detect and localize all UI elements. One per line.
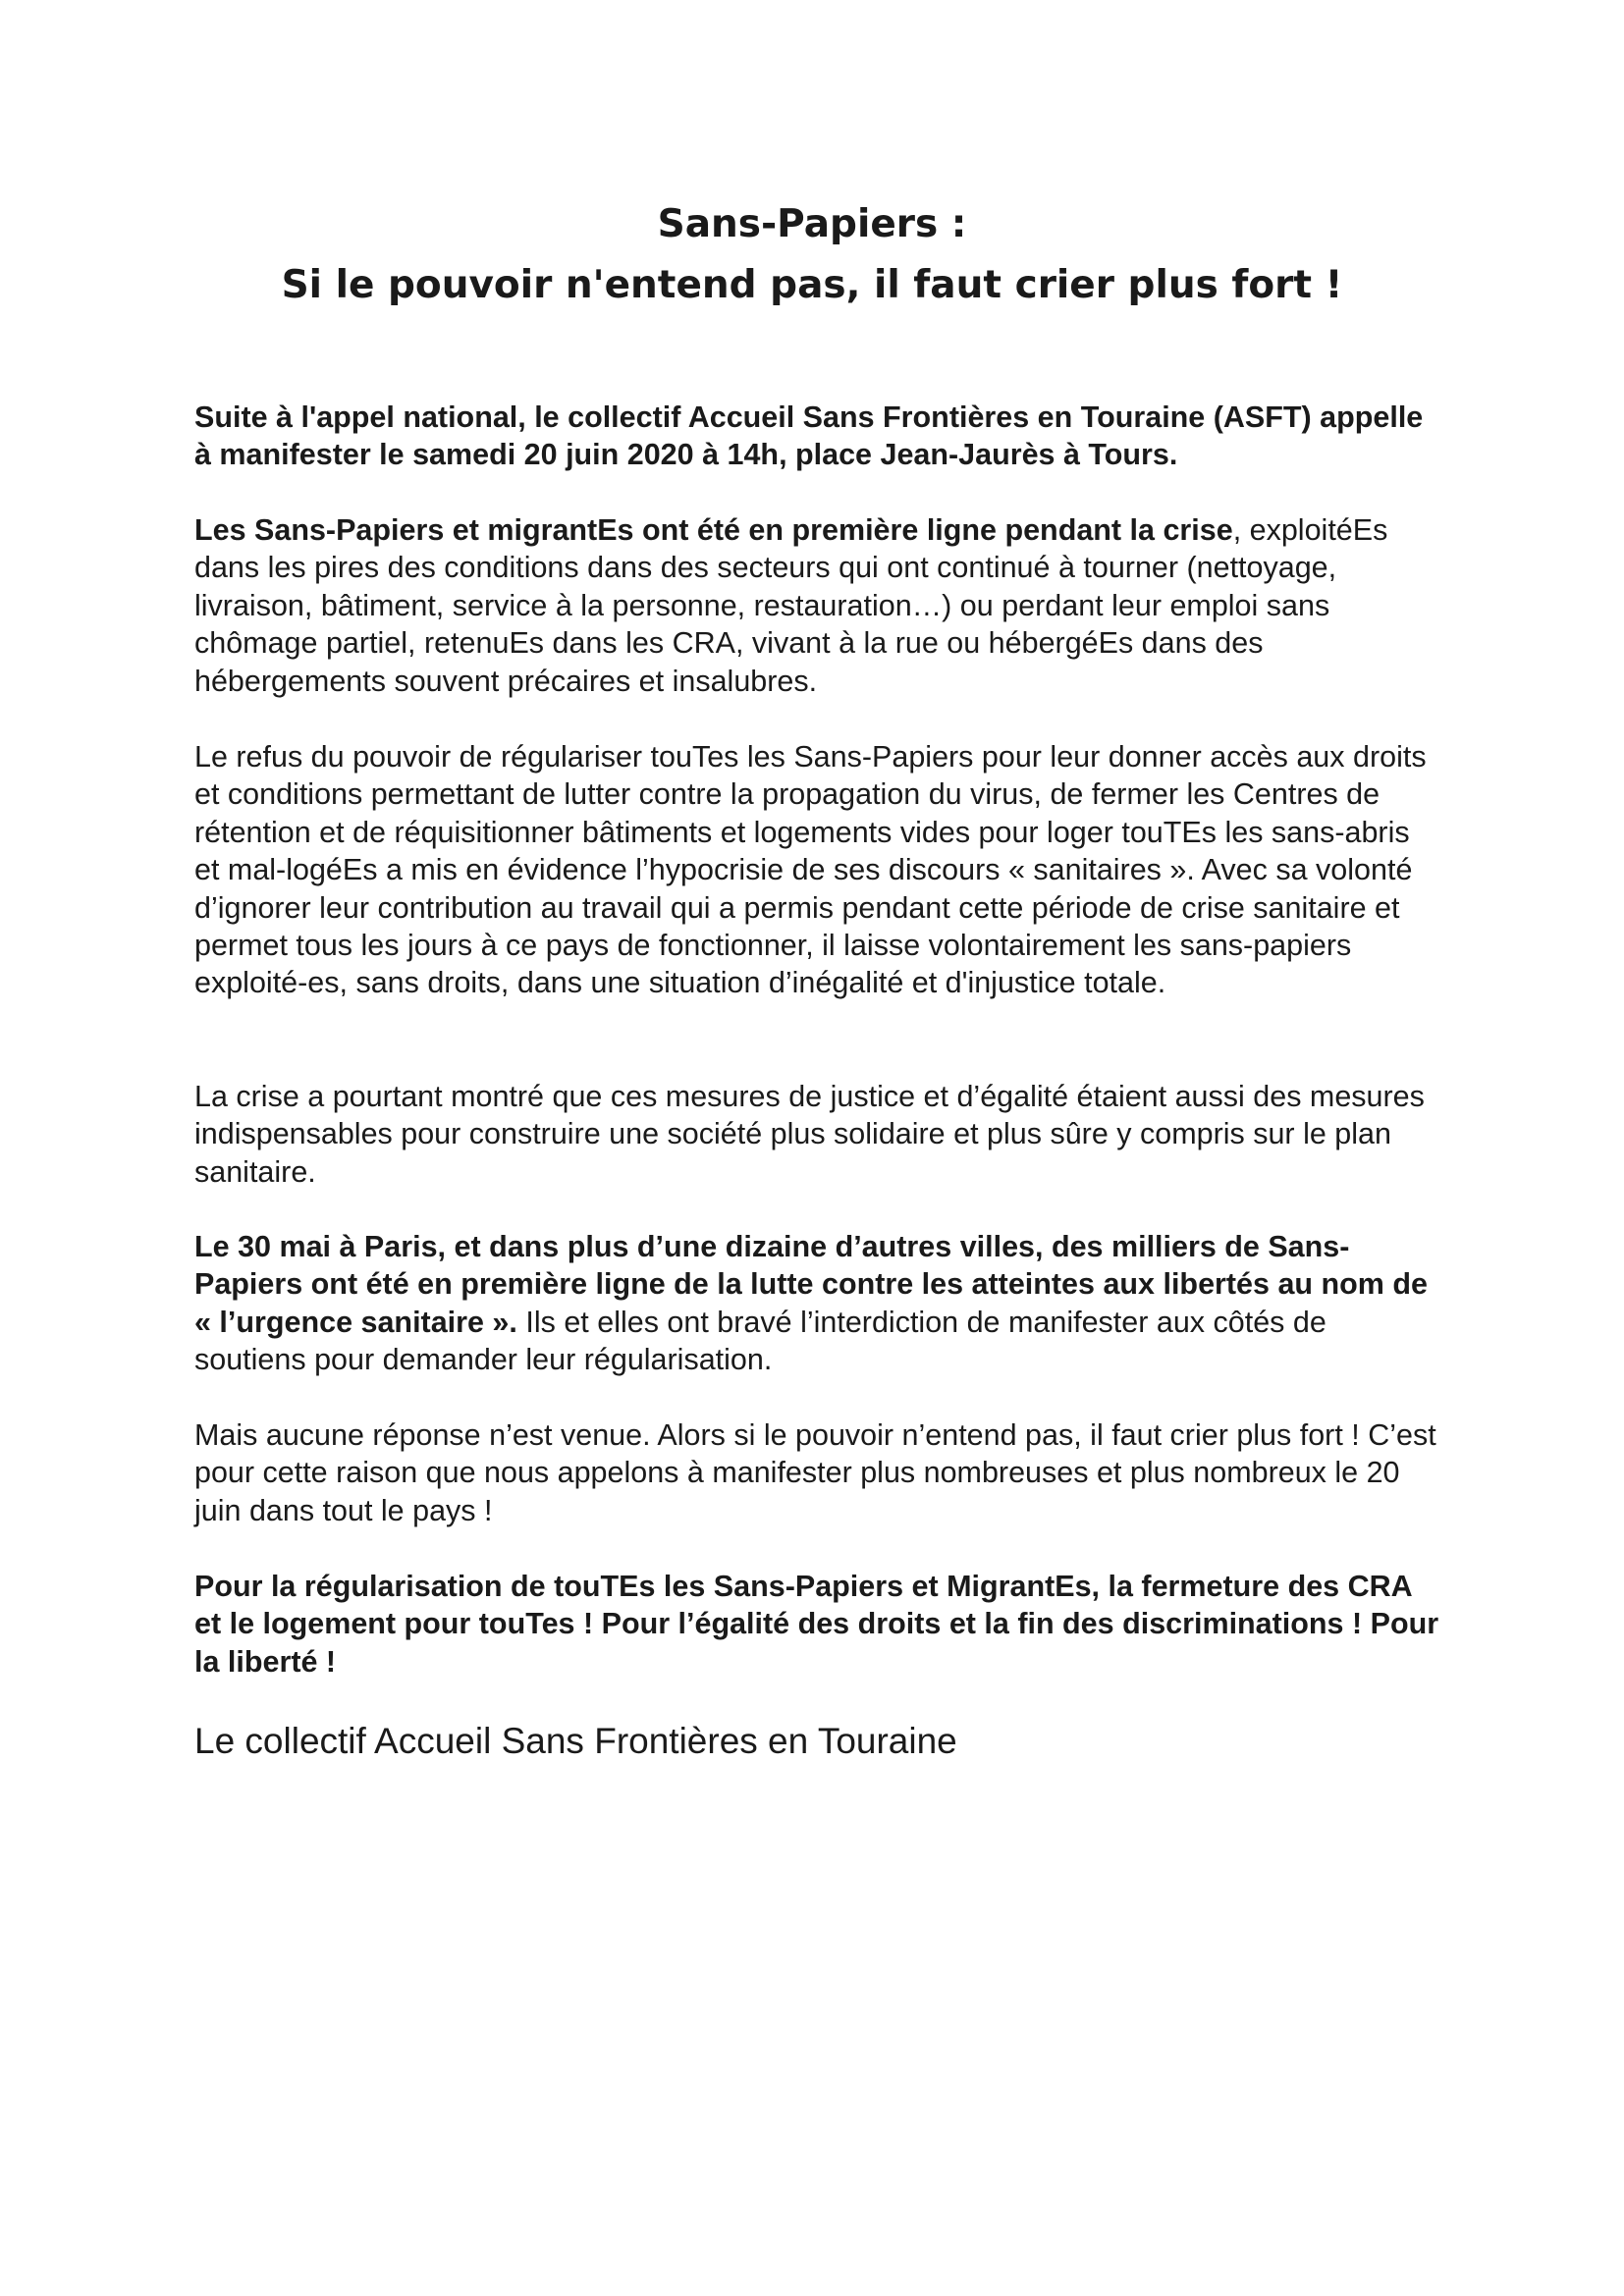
title-line-2: Si le pouvoir n'entend pas, il faut crier plus fort ! — [281, 263, 1343, 307]
signature: Le collectif Accueil Sans Frontières en Touraine — [194, 1721, 957, 1761]
paragraph-may-30-bold: Le 30 mai à Paris, et dans plus d’une dizaine d’autres villes, des milliers de Sans-Papiers ont été en première ligne de la lutte contre les atteintes aux libertés au nom de « l’urgence sanitaire ». — [194, 1230, 1428, 1339]
paragraph-front-line-rest: , exploitéEs dans les pires des conditions dans des secteurs qui ont continué à tourner (nettoyage, livraison, bâtiment, service à la personne, restauration…) ou perdant leur emploi sans chômage partiel, retenuEs dans les CRA, vivant à la rue ou hébergéEs dans des hébergements souvent précaires et insalubres. — [194, 513, 1388, 698]
paragraph-crisis: La crise a pourtant montré que ces mesures de justice et d’égalité étaient aussi des mesures indispensables pour construire une société plus solidaire et plus sûre y compris sur le plan sanitaire. — [194, 1080, 1425, 1189]
paragraph-call-to-protest: Suite à l'appel national, le collectif Accueil Sans Frontières en Touraine (ASFT) appelle à manifester le samedi 20 juin 2020 à 14h, place Jean-Jaurès à Tours. — [194, 400, 1424, 472]
paragraph-front-line — [194, 511, 1441, 700]
paragraph-no-response: Mais aucune réponse n’est venue. Alors si le pouvoir n’entend pas, il faut crier plus fort ! C’est pour cette raison que nous appelons à manifester plus nombreuses et plus nombreux le 20 juin dans tout le pays ! — [194, 1418, 1436, 1527]
paragraph-refusal: Le refus du pouvoir de régulariser touTes les Sans-Papiers pour leur donner accès aux droits et conditions permettant de lutter contre la propagation du virus, de fermer les Centres de rétention et de réquisitionner bâtiments et logements vides pour loger touTEs les sans-abris et mal-logéEs a mis en évidence l’hypocrisie de ses discours « sanitaires ». Avec sa volonté d’ignorer leur contribution au travail qui a permis pendant cette période de crise sanitaire et permet tous les jours à ce pays de fonctionner, il laisse volontairement les sans-papiers exploité-es, sans droits, dans une situation d’inégalité et d'injustice totale. — [194, 740, 1427, 1000]
paragraph-demands: Pour la régularisation de touTEs les Sans-Papiers et MigrantEs, la fermeture des CRA et le logement pour touTes ! Pour l’égalité des droits et la fin des discriminations ! Pour la liberté ! — [194, 1570, 1439, 1679]
title-line-1: Sans-Papiers : — [657, 202, 967, 246]
paragraph-may-30 — [194, 1228, 1441, 1379]
paragraph-front-line-bold: Les Sans-Papiers et migrantEs ont été en première ligne pendant la crise — [194, 513, 1233, 547]
document-title — [0, 194, 1624, 316]
paragraph-may-30-rest: Ils et elles ont bravé l’interdiction de manifester aux côtés de soutiens pour demander leur régularisation. — [194, 1305, 1326, 1377]
